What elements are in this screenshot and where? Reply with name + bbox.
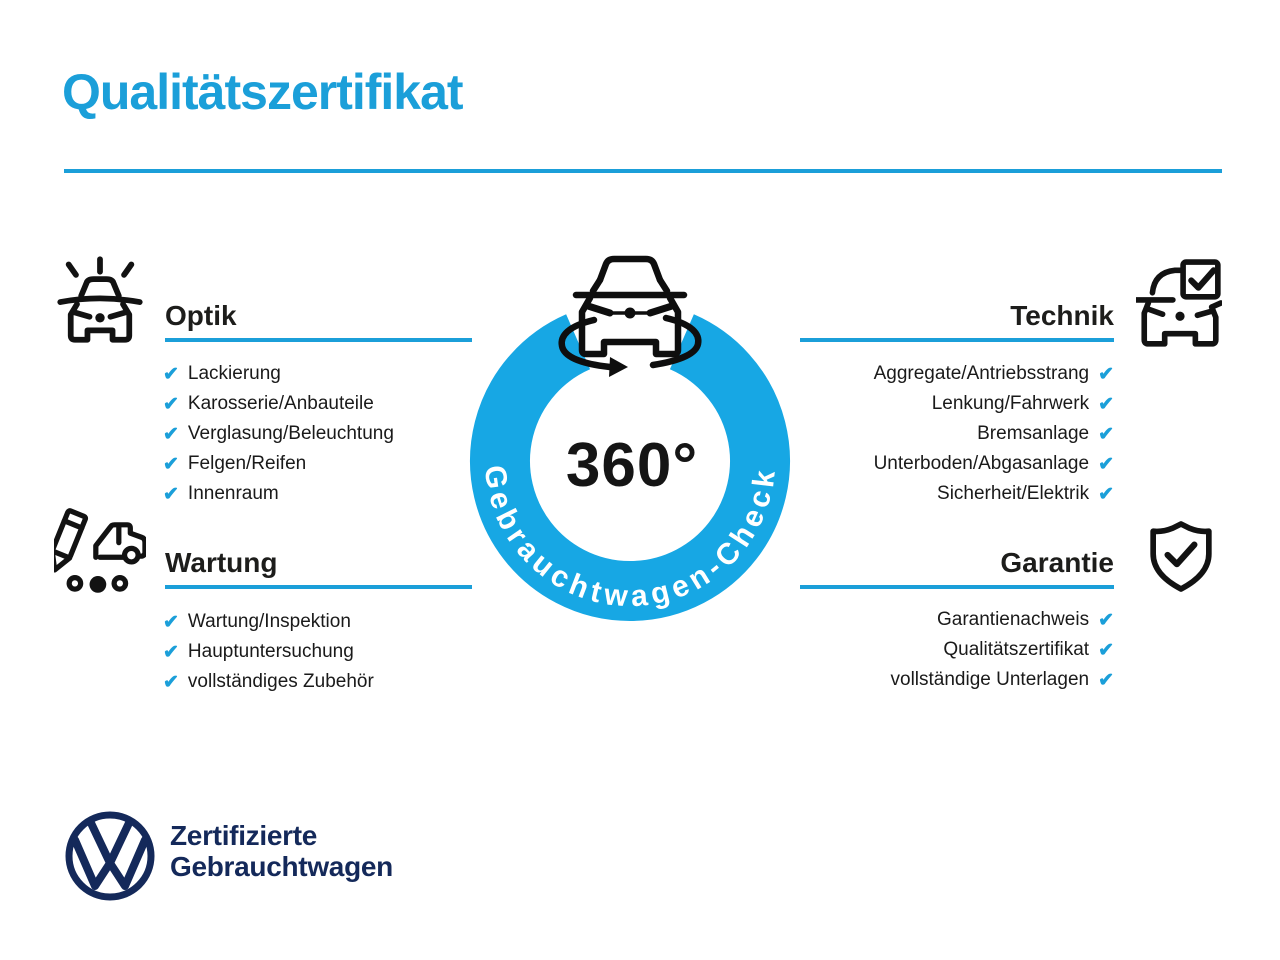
check-icon: ✔ <box>163 671 179 693</box>
check-icon: ✔ <box>1098 363 1114 385</box>
section-title-garantie: Garantie <box>1000 547 1114 578</box>
title-divider <box>64 169 1222 173</box>
section-title-wartung: Wartung <box>165 547 278 578</box>
badge-ring-label-text: Gebrauchtwagen-Check <box>477 463 783 614</box>
check-icon: ✔ <box>1098 423 1114 445</box>
list-item <box>163 637 374 667</box>
car-checkbox-icon <box>1136 258 1222 350</box>
check-icon: ✔ <box>1098 669 1114 691</box>
list-item-label: Qualitätszertifikat <box>943 639 1090 660</box>
check-icon: ✔ <box>163 611 179 633</box>
badge-value: 360° <box>565 431 699 500</box>
brand-line2: Gebrauchtwagen <box>170 851 393 882</box>
list-item-label: Bremsanlage <box>977 423 1090 444</box>
list-item-label: Aggregate/Antriebsstrang <box>873 363 1090 384</box>
shield-check-icon <box>1148 520 1214 594</box>
check-icon: ✔ <box>1098 609 1114 631</box>
check-icon: ✔ <box>1098 639 1114 661</box>
list-item <box>163 389 394 419</box>
check-icon: ✔ <box>163 423 179 445</box>
list-item-label: vollständige Unterlagen <box>890 669 1090 690</box>
shiny-car-icon <box>54 254 146 346</box>
list-item-label: Karosserie/Anbauteile <box>187 393 374 414</box>
section-title-technik: Technik <box>1010 300 1114 331</box>
check-icon: ✔ <box>163 393 179 415</box>
list-item <box>163 667 374 697</box>
section-underline-optik <box>165 338 472 342</box>
checklist-wartung <box>163 607 374 697</box>
list-item <box>163 449 394 479</box>
check-icon: ✔ <box>1098 483 1114 505</box>
list-item-label: Felgen/Reifen <box>187 453 307 474</box>
page-title: Qualitätszertifikat <box>62 64 463 120</box>
section-underline-technik <box>800 338 1114 342</box>
check-icon: ✔ <box>163 641 179 663</box>
pencil-checklist-car-icon <box>54 506 146 598</box>
check-icon: ✔ <box>1098 453 1114 475</box>
list-item-label: Wartung/Inspektion <box>187 611 351 632</box>
check-icon: ✔ <box>1098 393 1114 415</box>
list-item-label: Verglasung/Beleuchtung <box>187 423 394 444</box>
brand-text <box>170 820 393 882</box>
list-item-label: Garantienachweis <box>936 609 1090 630</box>
checklist-optik <box>163 359 394 509</box>
vw-logo <box>62 808 158 904</box>
section-underline-garantie <box>800 585 1114 589</box>
list-item-label: vollständiges Zubehör <box>187 671 374 692</box>
list-item <box>163 479 394 509</box>
list-item-label: Hauptuntersuchung <box>187 641 354 662</box>
360-check-badge <box>440 230 840 640</box>
check-icon: ✔ <box>163 453 179 475</box>
car-rotation-icon <box>562 259 699 377</box>
list-item <box>163 419 394 449</box>
list-item <box>774 665 1114 695</box>
list-item-label: Sicherheit/Elektrik <box>937 483 1090 504</box>
list-item-label: Innenraum <box>187 483 279 504</box>
section-underline-wartung <box>165 585 472 589</box>
list-item-label: Unterboden/Abgasanlage <box>873 453 1090 474</box>
list-item-label: Lackierung <box>187 363 281 384</box>
check-icon: ✔ <box>163 483 179 505</box>
check-icon: ✔ <box>163 363 179 385</box>
brand-line1: Zertifizierte <box>170 820 318 851</box>
section-title-optik: Optik <box>165 300 237 331</box>
list-item-label: Lenkung/Fahrwerk <box>931 393 1090 414</box>
list-item <box>163 607 374 637</box>
list-item <box>163 359 394 389</box>
